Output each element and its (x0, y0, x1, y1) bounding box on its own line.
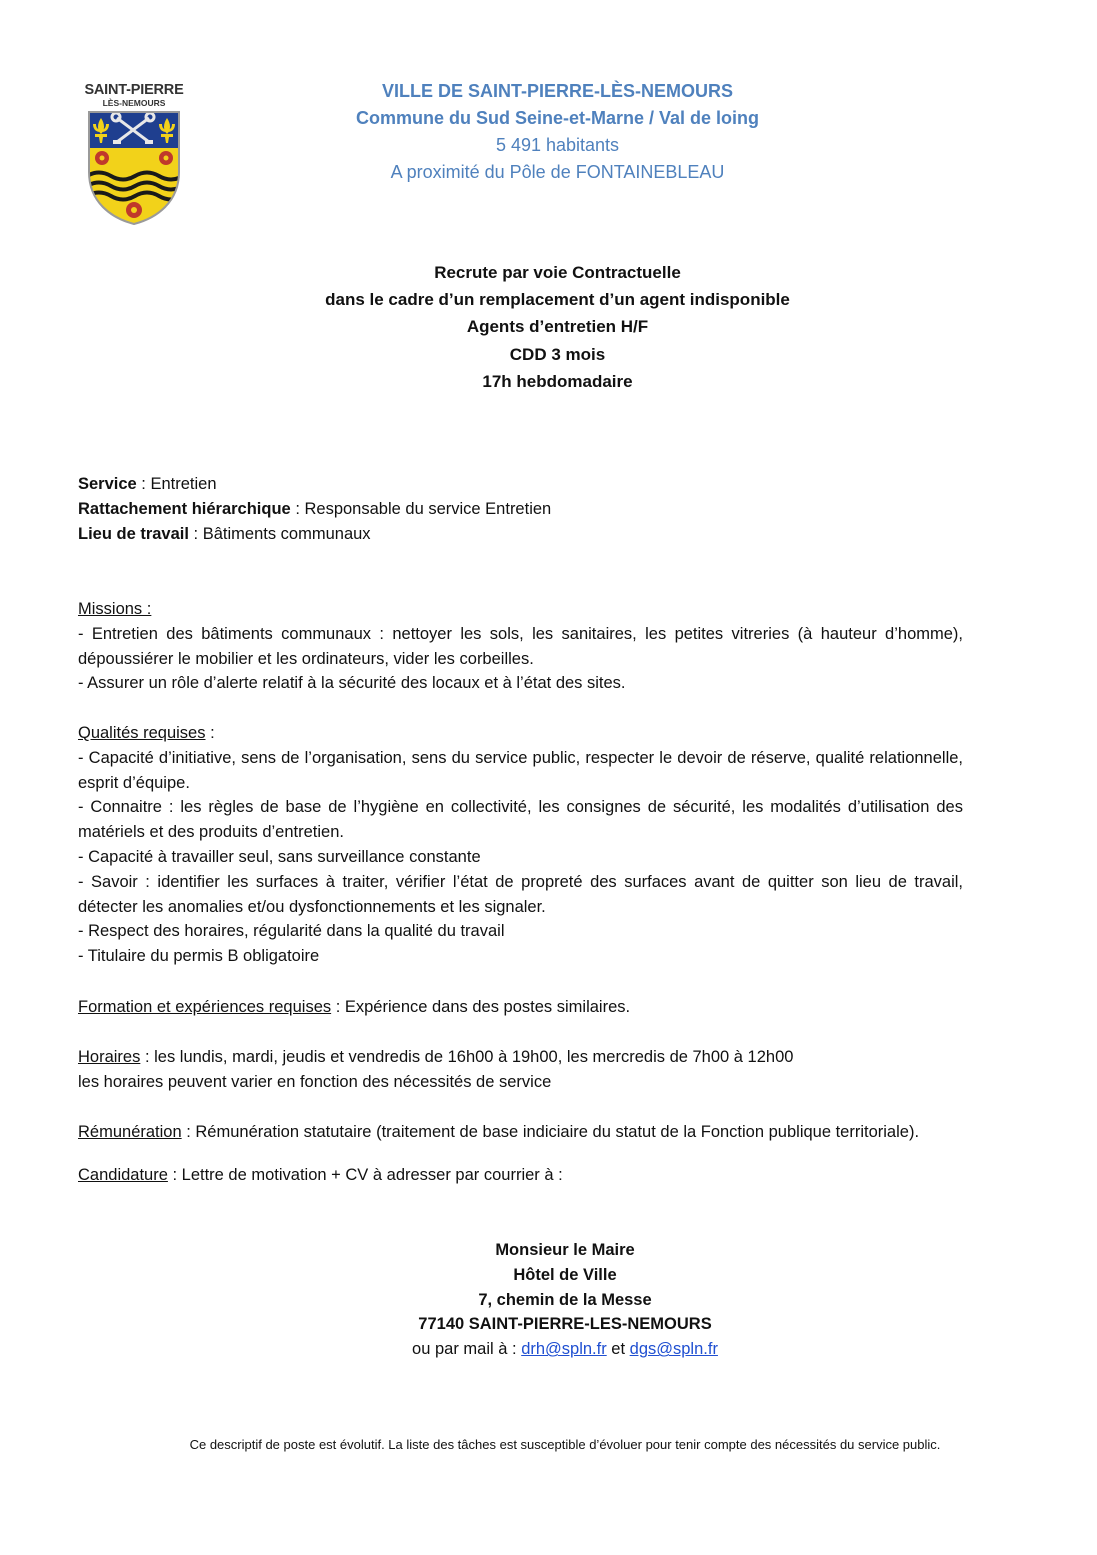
horaires-label: Horaires (78, 1048, 141, 1066)
qualities-heading-suffix: : (205, 724, 215, 742)
mission-item: - Entretien des bâtiments communaux : nettoyer les sols, les sanitaires, les petites vitreries (à hauteur d’homme), dépoussiérer le mobilier et les ordinateurs, vider les corbeilles. (78, 624, 963, 668)
quality-item: - Capacité d’initiative, sens de l’organisation, sens du service public, respecter le devoir de réserve, qualité relationnelle, esprit d’équipe. (78, 748, 963, 792)
job-title: Agents d’entretien H/F (466, 317, 649, 337)
horaires-note: les horaires peuvent varier en fonction des nécessités de service (78, 1072, 552, 1091)
remuneration-section (78, 1120, 1078, 1145)
email-joiner: et (606, 1340, 630, 1359)
address-recipient: Monsieur le Maire (495, 1241, 635, 1259)
horaires-line (78, 1045, 963, 1070)
mission-item: - Assurer un rôle d’alerte relatif à la sécurité des locaux et à l’état des sites. (78, 674, 626, 693)
formation-line (78, 995, 963, 1020)
town-region: Commune du Sud Seine-et-Marne / Val de loing (355, 108, 760, 128)
rattachement-value: : Responsable du service Entretien (290, 499, 552, 518)
quality-item: - Connaitre : les règles de base de l’hygiène en collectivité, les consignes de sécurité, les modalités d’utilisation des matériels et des produits d’entretien. (78, 798, 963, 842)
formation-section (78, 995, 963, 1020)
remuneration-label: Rémunération (78, 1123, 182, 1141)
mailing-address (330, 1238, 800, 1362)
qualities-heading: Qualités requises (78, 724, 206, 742)
town-proximity: A proximité du Pôle de FONTAINEBLEAU (390, 162, 725, 182)
dgs-email-link[interactable]: dgs@spln.fr (629, 1340, 718, 1359)
rattachement-label: Rattachement hiérarchique (78, 499, 291, 518)
quality-item: - Respect des horaires, régularité dans la qualité du travail (78, 922, 505, 941)
recruitment-context: dans le cadre d’un remplacement d’un agent indisponible (325, 290, 790, 310)
town-logo (84, 80, 184, 230)
remuneration-value: : Rémunération statutaire (traitement de base indiciaire du statut de la Fonction publique territoriale). (181, 1123, 920, 1141)
missions-heading: Missions : (78, 600, 152, 618)
address-city: 77140 SAINT-PIERRE-LES-NEMOURS (418, 1315, 712, 1334)
missions-section (78, 597, 963, 696)
email-line (330, 1337, 800, 1362)
coat-of-arms-icon (87, 110, 181, 226)
weekly-hours: 17h hebdomadaire (482, 371, 633, 391)
quality-item: - Titulaire du permis B obligatoire (78, 947, 320, 966)
lieu-line (78, 522, 963, 547)
logo-title: SAINT-PIERRE (84, 82, 184, 98)
lieu-value: : Bâtiments communaux (188, 524, 371, 543)
candidature-section (78, 1163, 963, 1188)
recruitment-type: Recrute par voie Contractuelle (434, 263, 681, 282)
logo-subtitle: LÈS-NEMOURS (102, 98, 166, 108)
service-line (78, 472, 963, 497)
contract-duration: CDD 3 mois (509, 344, 606, 364)
quality-item: - Capacité à travailler seul, sans surveillance constante (78, 847, 481, 866)
service-label: Service (78, 475, 137, 493)
candidature-label: Candidature (78, 1166, 168, 1184)
address-street: 7, chemin de la Messe (478, 1290, 652, 1309)
qualities-section (78, 721, 963, 969)
town-header (310, 78, 805, 186)
rattachement-line (78, 497, 963, 522)
town-population: 5 491 habitants (495, 135, 620, 155)
remuneration-line (78, 1120, 1078, 1145)
horaires-value: : les lundis, mardi, jeudis et vendredis de 16h00 à 19h00, les mercredis de 7h00 à 12h00 (140, 1048, 794, 1066)
horaires-section (78, 1045, 963, 1095)
quality-item: - Savoir : identifier les surfaces à traiter, vérifier l’état de propreté des surfaces avant de quitter son lieu de travail, détecter les anomalies et/ou dysfonctionnements et les signaler. (78, 872, 963, 916)
service-value: : Entretien (136, 475, 217, 493)
job-title-block (220, 259, 895, 395)
address-building: Hôtel de Ville (513, 1265, 617, 1284)
lieu-label: Lieu de travail (78, 524, 189, 543)
footer-note: Ce descriptif de poste est évolutif. La liste des tâches est susceptible d’évoluer pour tenir compte des nécessités du service public. (189, 1437, 941, 1452)
formation-label: Formation et expériences requises (78, 998, 332, 1016)
town-name: VILLE DE SAINT-PIERRE-LÈS-NEMOURS (381, 81, 734, 101)
drh-email-link[interactable]: drh@spln.fr (521, 1340, 607, 1359)
candidature-line (78, 1163, 963, 1188)
candidature-value: : Lettre de motivation + CV à adresser par courrier à : (167, 1166, 563, 1184)
qualities-heading-line (78, 721, 963, 746)
job-info (78, 472, 963, 546)
email-prefix: ou par mail à : (412, 1340, 522, 1359)
formation-value: : Expérience dans des postes similaires. (331, 998, 631, 1016)
